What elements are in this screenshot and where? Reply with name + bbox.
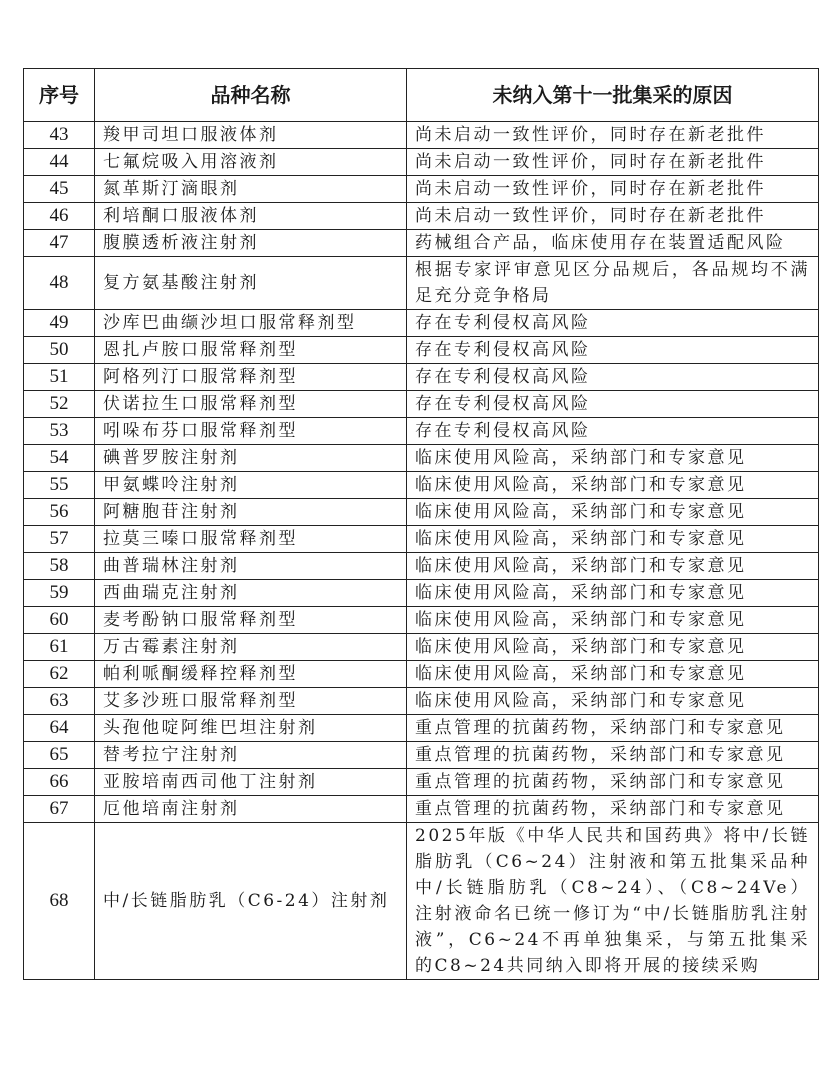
- excluded-varieties-table: [23, 68, 819, 980]
- table-row: [24, 715, 819, 742]
- header-exclusion-reason: 未纳入第十一批集采的原因: [407, 69, 819, 122]
- exclusion-reason-cell: 尚未启动一致性评价，同时存在新老批件: [407, 203, 819, 230]
- table-row: [24, 391, 819, 418]
- variety-name-cell: 沙库巴曲缬沙坦口服常释剂型: [95, 310, 407, 337]
- exclusion-reason-cell: 药械组合产品，临床使用存在装置适配风险: [407, 230, 819, 257]
- variety-name-cell: 碘普罗胺注射剂: [95, 445, 407, 472]
- table-header-row: [24, 69, 819, 122]
- serial-number-cell: 63: [24, 688, 95, 715]
- serial-number-cell: 53: [24, 418, 95, 445]
- header-variety-name: 品种名称: [95, 69, 407, 122]
- exclusion-reason-cell: 临床使用风险高，采纳部门和专家意见: [407, 553, 819, 580]
- variety-name-cell: 曲普瑞林注射剂: [95, 553, 407, 580]
- serial-number-cell: 52: [24, 391, 95, 418]
- variety-name-cell: 亚胺培南西司他丁注射剂: [95, 769, 407, 796]
- table-row: [24, 688, 819, 715]
- variety-name-cell: 七氟烷吸入用溶液剂: [95, 149, 407, 176]
- table-row: [24, 418, 819, 445]
- exclusion-reason-cell: 临床使用风险高，采纳部门和专家意见: [407, 580, 819, 607]
- table-row: [24, 364, 819, 391]
- exclusion-reason-cell: 临床使用风险高，采纳部门和专家意见: [407, 661, 819, 688]
- serial-number-cell: 51: [24, 364, 95, 391]
- variety-name-cell: 头孢他啶阿维巴坦注射剂: [95, 715, 407, 742]
- variety-name-cell: 氮革斯汀滴眼剂: [95, 176, 407, 203]
- exclusion-reason-cell: 2025年版《中华人民共和国药典》将中/长链脂肪乳（C6~24）注射液和第五批集采品种中/长链脂肪乳（C8~24）、（C8~24Ve）注射液命名已统一修订为“中/长链脂肪乳注射液”，C6~24不再单独集采，与第五批集采的C8~24共同纳入即将开展的接续采购: [407, 823, 819, 980]
- serial-number-cell: 54: [24, 445, 95, 472]
- variety-name-cell: 羧甲司坦口服液体剂: [95, 122, 407, 149]
- serial-number-cell: 66: [24, 769, 95, 796]
- exclusion-reason-cell: 存在专利侵权高风险: [407, 310, 819, 337]
- table-row: [24, 526, 819, 553]
- variety-name-cell: 帕利哌酮缓释控释剂型: [95, 661, 407, 688]
- serial-number-cell: 59: [24, 580, 95, 607]
- serial-number-cell: 67: [24, 796, 95, 823]
- serial-number-cell: 55: [24, 472, 95, 499]
- table-row: [24, 796, 819, 823]
- serial-number-cell: 68: [24, 823, 95, 980]
- header-serial-number: 序号: [24, 69, 95, 122]
- exclusion-reason-cell: 存在专利侵权高风险: [407, 337, 819, 364]
- serial-number-cell: 64: [24, 715, 95, 742]
- exclusion-reason-cell: 临床使用风险高，采纳部门和专家意见: [407, 688, 819, 715]
- variety-name-cell: 阿格列汀口服常释剂型: [95, 364, 407, 391]
- variety-name-cell: 复方氨基酸注射剂: [95, 257, 407, 310]
- variety-name-cell: 利培酮口服液体剂: [95, 203, 407, 230]
- serial-number-cell: 44: [24, 149, 95, 176]
- table-row: [24, 823, 819, 980]
- table-row: [24, 742, 819, 769]
- serial-number-cell: 65: [24, 742, 95, 769]
- variety-name-cell: 艾多沙班口服常释剂型: [95, 688, 407, 715]
- table-row: [24, 607, 819, 634]
- serial-number-cell: 61: [24, 634, 95, 661]
- variety-name-cell: 拉莫三嗪口服常释剂型: [95, 526, 407, 553]
- exclusion-reason-cell: 存在专利侵权高风险: [407, 418, 819, 445]
- serial-number-cell: 62: [24, 661, 95, 688]
- exclusion-reason-cell: 存在专利侵权高风险: [407, 391, 819, 418]
- variety-name-cell: 麦考酚钠口服常释剂型: [95, 607, 407, 634]
- exclusion-reason-cell: 尚未启动一致性评价，同时存在新老批件: [407, 176, 819, 203]
- variety-name-cell: 伏诺拉生口服常释剂型: [95, 391, 407, 418]
- exclusion-reason-cell: 重点管理的抗菌药物，采纳部门和专家意见: [407, 769, 819, 796]
- exclusion-reason-cell: 重点管理的抗菌药物，采纳部门和专家意见: [407, 742, 819, 769]
- serial-number-cell: 57: [24, 526, 95, 553]
- exclusion-reason-cell: 重点管理的抗菌药物，采纳部门和专家意见: [407, 715, 819, 742]
- exclusion-reason-cell: 根据专家评审意见区分品规后，各品规均不满足充分竞争格局: [407, 257, 819, 310]
- table-row: [24, 149, 819, 176]
- variety-name-cell: 甲氨蝶呤注射剂: [95, 472, 407, 499]
- table-row: [24, 445, 819, 472]
- table-row: [24, 769, 819, 796]
- variety-name-cell: 吲哚布芬口服常释剂型: [95, 418, 407, 445]
- table-row: [24, 257, 819, 310]
- exclusion-reason-cell: 临床使用风险高，采纳部门和专家意见: [407, 445, 819, 472]
- table-row: [24, 661, 819, 688]
- exclusion-reason-cell: 存在专利侵权高风险: [407, 364, 819, 391]
- variety-name-cell: 恩扎卢胺口服常释剂型: [95, 337, 407, 364]
- serial-number-cell: 50: [24, 337, 95, 364]
- table-row: [24, 580, 819, 607]
- table-row: [24, 472, 819, 499]
- serial-number-cell: 46: [24, 203, 95, 230]
- serial-number-cell: 45: [24, 176, 95, 203]
- exclusion-reason-cell: 临床使用风险高，采纳部门和专家意见: [407, 607, 819, 634]
- serial-number-cell: 48: [24, 257, 95, 310]
- variety-name-cell: 腹膜透析液注射剂: [95, 230, 407, 257]
- variety-name-cell: 中/长链脂肪乳（C6-24）注射剂: [95, 823, 407, 980]
- table-row: [24, 122, 819, 149]
- variety-name-cell: 阿糖胞苷注射剂: [95, 499, 407, 526]
- table-row: [24, 203, 819, 230]
- exclusion-reason-cell: 临床使用风险高，采纳部门和专家意见: [407, 472, 819, 499]
- table-row: [24, 310, 819, 337]
- serial-number-cell: 49: [24, 310, 95, 337]
- table-row: [24, 634, 819, 661]
- serial-number-cell: 60: [24, 607, 95, 634]
- serial-number-cell: 56: [24, 499, 95, 526]
- table-row: [24, 499, 819, 526]
- table-body: [24, 122, 819, 980]
- exclusion-reason-cell: 尚未启动一致性评价，同时存在新老批件: [407, 122, 819, 149]
- table-row: [24, 176, 819, 203]
- table-row: [24, 230, 819, 257]
- exclusion-reason-cell: 尚未启动一致性评价，同时存在新老批件: [407, 149, 819, 176]
- exclusion-reason-cell: 临床使用风险高，采纳部门和专家意见: [407, 634, 819, 661]
- exclusion-reason-cell: 临床使用风险高，采纳部门和专家意见: [407, 526, 819, 553]
- serial-number-cell: 58: [24, 553, 95, 580]
- exclusion-reason-cell: 重点管理的抗菌药物，采纳部门和专家意见: [407, 796, 819, 823]
- table-row: [24, 337, 819, 364]
- serial-number-cell: 43: [24, 122, 95, 149]
- variety-name-cell: 西曲瑞克注射剂: [95, 580, 407, 607]
- serial-number-cell: 47: [24, 230, 95, 257]
- variety-name-cell: 厄他培南注射剂: [95, 796, 407, 823]
- variety-name-cell: 万古霉素注射剂: [95, 634, 407, 661]
- variety-name-cell: 替考拉宁注射剂: [95, 742, 407, 769]
- exclusion-reason-cell: 临床使用风险高，采纳部门和专家意见: [407, 499, 819, 526]
- table-row: [24, 553, 819, 580]
